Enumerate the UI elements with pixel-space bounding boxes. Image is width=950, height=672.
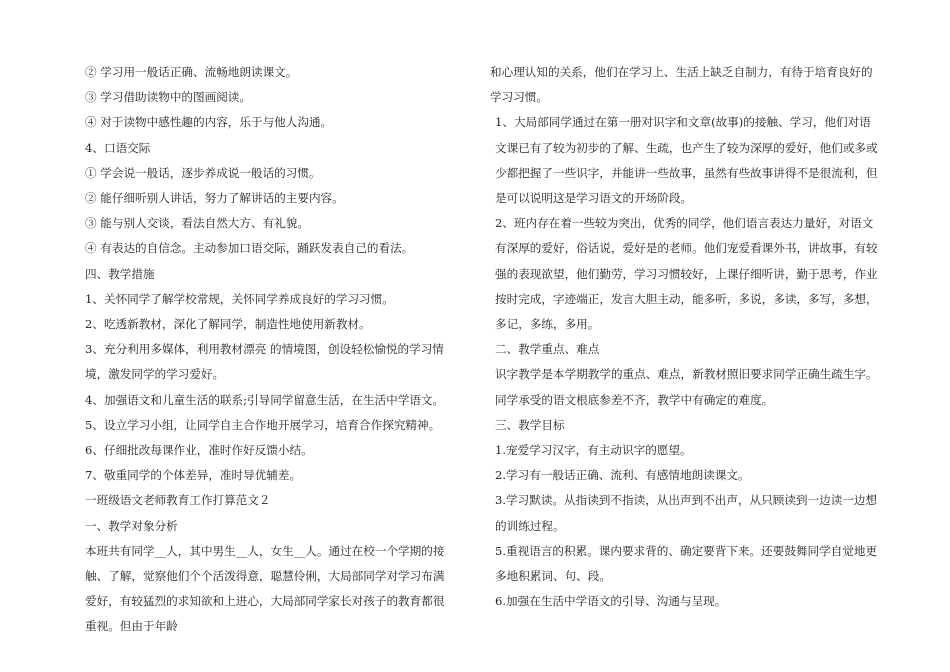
measure-item: 1、关怀同学了解学校常规，关怀同学养成良好的学习习惯。 [85,291,394,306]
section-heading: 三、教学目标 [495,417,565,432]
measure-item: 3、充分利用多媒体，利用教材漂亮 的情境图，创设轻松愉悦的学习情境，激发同学的学习爱好。 [85,342,444,382]
objective-line: ③ 能与别人交谈，看法自然大方、有礼貌。 [85,216,309,231]
section-heading: 二、教学重点、难点 [495,342,600,357]
objective-line: ① 学会说一般话，逐步养成说一般话的习惯。 [85,165,321,180]
document-title: 一班级语文老师教育工作打算范文２ [85,493,271,508]
measure-item: 4、加强语文和儿童生活的联系;引导同学留意生活，在生活中学语文。 [85,392,445,407]
objective-line: ② 学习用一般话正确、流畅地朗读课文。 [85,65,298,79]
objective-line: ③ 学习借助读物中的图画阅读。 [85,90,251,105]
measure-item: 6、仔细批改每课作业，准时作好反馈小结。 [85,443,313,458]
goal-item: 3.学习默读。从指读到不指读，从出声到不出声，从只顾读到一边读一边想的训练过程。 [495,493,878,533]
body-paragraph: 和心理认知的关系，他们在学习上、生活上缺乏自制力，有待于培育良好的学习习惯。 [490,65,873,105]
measure-item: 7、敬重同学的个体差异，准时导优辅差。 [85,468,302,483]
measure-item: 2、吃透新教材，深化了解同学，制造性地使用新教材。 [85,317,371,332]
objective-line: ④ 有表达的自信念。主动参加口语交际，踊跃发表自己的看法。 [85,241,414,256]
body-paragraph: 2、班内存在着一些较为突出，优秀的同学，他们语言表达力量好，对语文有深厚的爱好，俗话说，爱好是的老师。他们宠爱看课外书，讲故事，有较强的表现欲望，他们勤劳，学习习惯较好，上课仔细听讲，勤于思考，作业按时完成，字迹端正，发言大胆主动，能多听，多说，多读，多写，多想，多记，多练，多用。 [495,216,878,332]
body-paragraph: 1、大局部同学通过在第一册对识字和文章(故事)的接触、学习，他们对语文课已有了较为初步的了解、生疏，也产生了较为深厚的爱好，他们或多或少都把握了一些识字，并能讲一些故事，虽然有些故事讲得不是很流利，但是可以说明这是学习语文的开场阶段。 [495,115,878,206]
objective-line: ② 能仔细听别人讲话，努力了解讲话的主要内容。 [85,191,344,206]
left-column [80,60,452,640]
right-column [490,60,880,614]
section-heading: 4、口语交际 [85,140,151,155]
body-paragraph: 本班共有同学__人，其中男生__人，女生__人。通过在校一个学期的接触、了解，觉察他们个个活泼得意，聪慧伶俐，大局部同学对学习布满爱好，有较猛烈的求知欲和上进心，大局部同学家长对孩子的教育都很重视。但由于年龄 [85,543,445,634]
objective-line: ④ 对于读物中感性趣的内容，乐于与他人沟通。 [85,115,333,130]
goal-item: 1.宠爱学习汉字，有主动识字的愿望。 [495,443,692,458]
body-paragraph: 识字教学是本学期教学的重点、难点，新教材照旧要求同学正确生疏生字。同学承受的语文根底参差不齐，教学中有确定的难度。 [495,367,878,407]
goal-item: 2.学习有一般话正确、流利、有感情地朗读课文。 [495,468,750,483]
goal-item: 6.加强在生活中学语文的引导、沟通与呈现。 [495,594,727,609]
section-heading: 一、教学对象分析 [85,518,178,533]
measure-item: 5、设立学习小组，让同学自主合作地开展学习，培育合作探究精神。 [85,417,441,432]
goal-item: 5.重视语言的积累。课内要求背的、确定要背下来。还要鼓舞同学自觉地更多地积累词、句、段。 [495,543,878,584]
section-heading: 四、教学措施 [85,266,155,281]
